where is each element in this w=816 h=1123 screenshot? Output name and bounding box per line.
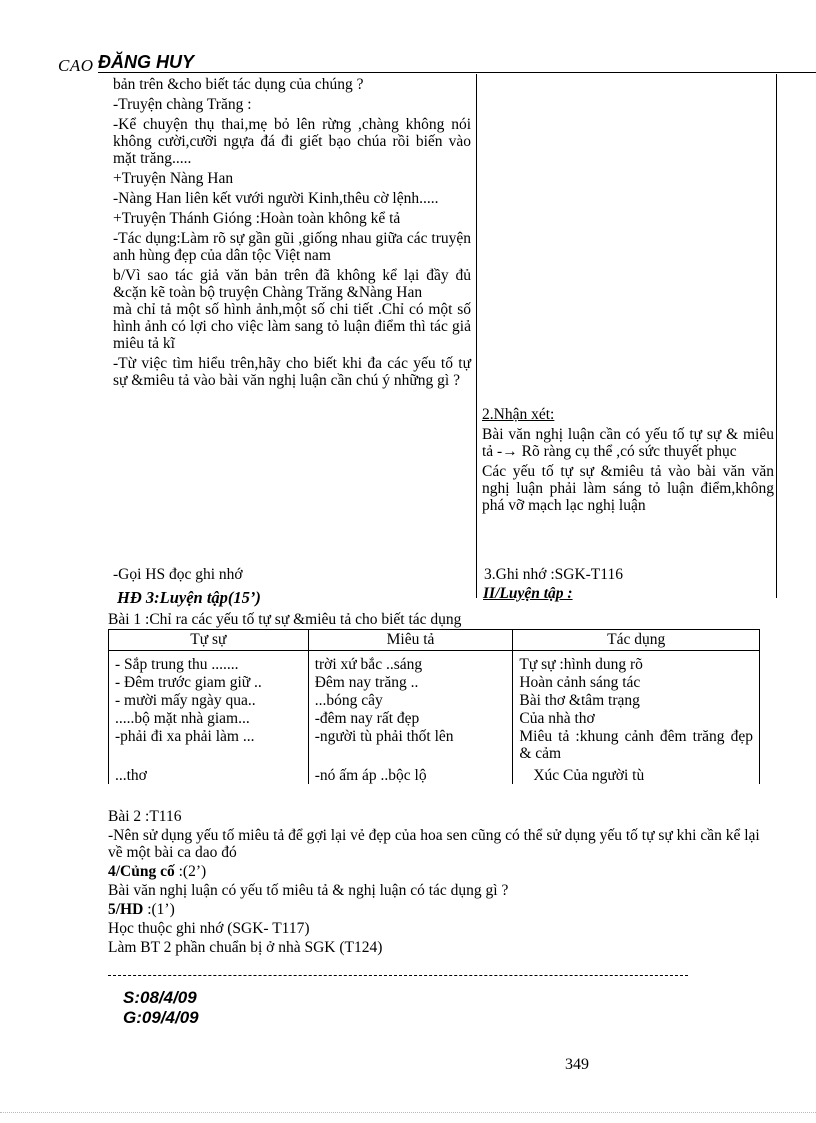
header-prefix: CAO (58, 56, 94, 75)
table-row (109, 691, 760, 709)
column-divider (476, 74, 477, 598)
text-line: -Truyện chàng Trăng : (113, 96, 252, 113)
table-cell: - mười mấy ngày qua.. (109, 691, 309, 709)
text-line: +Truyện Nàng Han (113, 170, 234, 187)
luyen-tap-heading: II/Luyện tập : (483, 585, 573, 602)
homework-time: :(1’) (143, 901, 175, 918)
ghi-nho-content: 3.Ghi nhớ :SGK-T116 (484, 566, 623, 583)
teacher-activity-column (113, 76, 471, 392)
table-row (109, 709, 760, 727)
teach-date: G:09/4/09 (123, 1008, 199, 1027)
consolidation-label: 4/Củng cố (108, 863, 175, 880)
ghi-nho-activity: -Gọi HS đọc ghi nhớ (113, 566, 243, 583)
page-number: 349 (565, 1056, 589, 1073)
section-divider (108, 975, 688, 976)
table-row (109, 727, 760, 762)
lesson-closing (108, 808, 768, 958)
arrow-icon: → (502, 443, 518, 460)
table-row (109, 651, 760, 674)
header-underline (98, 72, 320, 73)
text-line: -Tác dụng:Làm rõ sự gần gũi ,giống nhau giữa các truyện anh hùng đẹp của dân tộc Việt nam (113, 230, 471, 264)
lesson-dates (123, 988, 199, 1028)
table-cell: ...bóng cây (308, 691, 513, 709)
table-cell: -người tù phải thốt lên (308, 727, 513, 762)
text-line (482, 426, 774, 460)
table-cell: Của nhà thơ (513, 709, 760, 727)
text-line: -Từ việc tìm hiểu trên,hãy cho biết khi đa các yếu tố tự sự &miêu tả vào bài văn nghị luận cần chú ý những gì ? (113, 355, 471, 389)
author-name: ĐĂNG HUY (98, 52, 195, 72)
table-cell: Hoàn cảnh sáng tác (513, 673, 760, 691)
exercise-2-title: Bài 2 :T116 (108, 808, 182, 825)
consolidation-time: :(2’) (174, 863, 207, 880)
document-header (58, 52, 778, 74)
content-column (482, 406, 774, 517)
table-row (109, 673, 760, 691)
text-line: -Kể chuyện thụ thai,mẹ bỏ lên rừng ,chàng không nói không cười,cưỡi ngựa đá đi giết bạo chúa rồi biến vào mặt trăng..... (113, 116, 471, 167)
table-cell: - Đêm trước giam giữ .. (109, 673, 309, 691)
homework-line: Làm BT 2 phần chuẩn bị ở nhà SGK (T124) (108, 939, 383, 956)
table-cell: -nó ấm áp ..bộc lộ (308, 762, 513, 784)
prep-date: S:08/4/09 (123, 988, 197, 1007)
column-header: Tự sự (109, 630, 309, 651)
activity-3-heading: HĐ 3:Luyện tập(15’) (117, 588, 261, 607)
right-border (776, 74, 777, 598)
column-header: Miêu tả (308, 630, 513, 651)
table-cell: -đêm nay rất đẹp (308, 709, 513, 727)
table-cell: Tự sự :hình dung rõ (513, 651, 760, 674)
text-line: mà chỉ tả một số hình ảnh,một số chi tiết .Chỉ có một số hình ảnh có lợi cho việc làm sang tỏ luận điểm thì tác giả miêu tả kĩ (113, 301, 471, 352)
consolidation-text: Bài văn nghị luận có yếu tố miêu tả & nghị luận có tác dụng gì ? (108, 882, 509, 899)
table-cell: -phải đi xa phải làm ... (109, 727, 309, 762)
column-header: Tác dụng (513, 630, 760, 651)
header-rule (320, 72, 816, 73)
text-segment: Bài văn nghị luận cần có yếu tố tự sự & miêu tả - (482, 426, 774, 460)
text-line: -Nàng Han liên kết vưới người Kinh,thêu cờ lệnh..... (113, 190, 439, 207)
homework-line: Học thuộc ghi nhớ (SGK- T117) (108, 920, 310, 937)
table-cell: .....bộ mặt nhà giam... (109, 709, 309, 727)
table-header-row (109, 630, 760, 651)
exercise-table (108, 629, 760, 784)
table-cell: trời xứ bắc ..sáng (308, 651, 513, 674)
table-cell: Đêm nay trăng .. (308, 673, 513, 691)
table-row (109, 762, 760, 784)
page-footer-rule (0, 1112, 816, 1113)
text-line: bản trên &cho biết tác dụng của chúng ? (113, 76, 364, 93)
table-cell: Bài thơ &tâm trạng (513, 691, 760, 709)
consolidation-heading (108, 863, 768, 880)
table-cell: Xúc Của người tù (513, 762, 760, 784)
table-cell: - Sắp trung thu ....... (109, 651, 309, 674)
text-line: b/Vì sao tác giả văn bản trên đã không kể lại đầy đủ &cặn kẽ toàn bộ truyện Chàng Trăng &Nàng Han (113, 267, 471, 301)
text-line: +Truyện Thánh Gióng :Hoàn toàn không kể tả (113, 210, 401, 227)
exercise-2-text: -Nên sử dụng yếu tố miêu tả để gợi lại vẻ đẹp của hoa sen cũng có thể sử dụng yếu tố tự sự khi cần kể lại về một bài ca dao đó (108, 827, 760, 861)
exercise-1-title: Bài 1 :Chỉ ra các yếu tố tự sự &miêu tả cho biết tác dụng (108, 611, 462, 628)
text-segment: Rõ ràng cụ thể ,có sức thuyết phục (521, 443, 737, 460)
table-cell: Miêu tả :khung cảnh đêm trăng đẹp & cảm (513, 727, 760, 762)
homework-label: 5/HD (108, 901, 144, 918)
table-cell: ...thơ (109, 762, 309, 784)
section-heading: 2.Nhận xét: (482, 406, 555, 423)
homework-heading (108, 901, 768, 918)
text-line: Các yếu tố tự sự &miêu tả vào bài văn văn nghị luận phải làm sáng tỏ luận điểm,không phá vỡ mạch lạc nghị luận (482, 463, 774, 514)
